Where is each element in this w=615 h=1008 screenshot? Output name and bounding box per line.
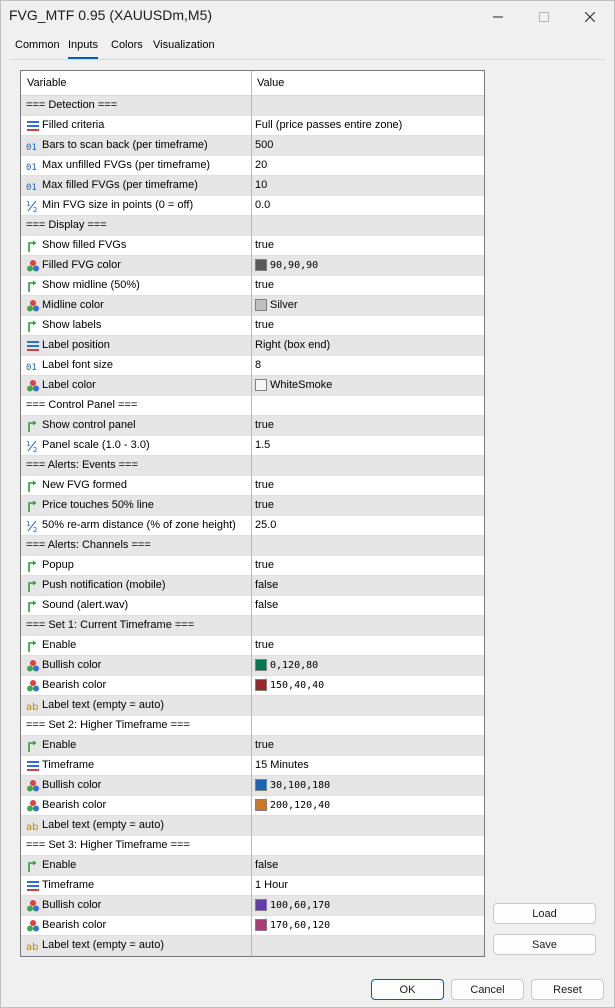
value-text: 1 Hour [255, 879, 289, 891]
value-text: true [255, 239, 274, 251]
input-row[interactable] [21, 916, 484, 936]
variable-name: Label font size [42, 359, 113, 371]
variable-name: Show filled FVGs [42, 239, 127, 251]
value-cell[interactable] [255, 559, 274, 571]
variable-name: New FVG formed [42, 479, 127, 491]
column-separator[interactable] [251, 71, 252, 956]
color-palette-icon [26, 899, 40, 913]
variable-name: Filled FVG color [42, 259, 121, 271]
value-cell[interactable] [255, 519, 276, 531]
save-button[interactable]: Save [493, 934, 596, 955]
ok-button[interactable]: OK [371, 979, 444, 1000]
section-label: === Set 1: Current Timeframe === [26, 619, 195, 631]
color-palette-icon [26, 659, 40, 673]
svg-text:2: 2 [33, 446, 38, 453]
input-row[interactable] [21, 376, 484, 396]
variable-name: Bearish color [42, 919, 107, 931]
color-palette-icon [26, 379, 40, 393]
bool-arrow-icon [26, 419, 40, 433]
svg-text:1: 1 [26, 200, 31, 208]
input-row[interactable] [21, 696, 484, 716]
value-cell[interactable] [255, 119, 402, 131]
section-label: === Set 3: Higher Timeframe === [26, 839, 190, 851]
input-row[interactable] [21, 336, 484, 356]
svg-text:ab: ab [26, 822, 39, 833]
value-text: 1.5 [255, 439, 271, 451]
bool-arrow-icon [26, 499, 40, 513]
variable-name: Bullish color [42, 659, 102, 671]
variable-name: Bearish color [42, 679, 107, 691]
cancel-button[interactable]: Cancel [451, 979, 524, 1000]
input-row[interactable] [21, 436, 484, 456]
input-row[interactable] [21, 736, 484, 756]
value-cell[interactable] [255, 499, 274, 511]
variable-name: Show midline (50%) [42, 279, 140, 291]
input-row[interactable] [21, 256, 484, 276]
value-cell[interactable] [255, 239, 274, 251]
color-swatch[interactable] [255, 779, 267, 791]
value-text: 150,40,40 [270, 679, 325, 691]
section-row [21, 536, 484, 556]
input-row[interactable] [21, 476, 484, 496]
integer-icon [26, 159, 40, 173]
input-row[interactable] [21, 116, 484, 136]
enum-list-icon [26, 879, 40, 893]
color-palette-icon [26, 259, 40, 273]
variable-name: Show labels [42, 319, 102, 331]
value-text: 170,60,120 [270, 919, 331, 931]
inputs-grid [20, 70, 485, 957]
bool-arrow-icon [26, 599, 40, 613]
window-title: FVG_MTF 0.95 (XAUUSDm,M5) [9, 7, 213, 23]
close-button[interactable] [567, 1, 613, 33]
tab-divider [9, 59, 606, 60]
input-row[interactable] [21, 316, 484, 336]
svg-text:ab: ab [26, 702, 39, 713]
value-cell[interactable] [255, 419, 274, 431]
variable-name: Sound (alert.wav) [42, 599, 129, 611]
variable-name: Bearish color [42, 799, 107, 811]
section-row [21, 96, 484, 116]
variable-name: Midline color [42, 299, 104, 311]
input-row[interactable] [21, 496, 484, 516]
color-swatch[interactable] [255, 679, 267, 691]
svg-text:01: 01 [26, 143, 37, 153]
string-ab-icon [26, 939, 40, 953]
section-label: === Control Panel === [26, 399, 138, 411]
tab-inputs[interactable]: Inputs [68, 39, 98, 51]
variable-name: 50% re-arm distance (% of zone height) [42, 519, 236, 531]
value-text: false [255, 859, 279, 871]
value-cell[interactable] [255, 359, 261, 371]
value-text: 90,90,90 [270, 259, 319, 271]
variable-name: Enable [42, 739, 77, 751]
value-cell[interactable] [255, 479, 274, 491]
variable-name: Label position [42, 339, 110, 351]
bool-arrow-icon [26, 279, 40, 293]
value-text: 10 [255, 179, 268, 191]
input-row[interactable] [21, 356, 484, 376]
value-cell[interactable] [255, 579, 278, 591]
input-row[interactable] [21, 576, 484, 596]
value-cell[interactable] [255, 339, 330, 351]
input-row[interactable] [21, 656, 484, 676]
variable-name: Bullish color [42, 779, 102, 791]
variable-name: Timeframe [42, 879, 95, 891]
input-row[interactable] [21, 296, 484, 316]
value-text: true [255, 739, 274, 751]
input-row[interactable] [21, 556, 484, 576]
value-cell[interactable] [255, 879, 288, 891]
input-row[interactable] [21, 936, 484, 956]
string-ab-icon [26, 699, 40, 713]
variable-name: Min FVG size in points (0 = off) [42, 199, 194, 211]
color-swatch[interactable] [255, 919, 267, 931]
section-row [21, 396, 484, 416]
minimize-button[interactable] [475, 1, 521, 33]
maximize-button[interactable] [521, 1, 567, 33]
variable-name: Enable [42, 859, 77, 871]
input-row[interactable] [21, 416, 484, 436]
value-text: false [255, 579, 279, 591]
value-text: true [255, 559, 274, 571]
section-label: === Alerts: Channels === [26, 539, 151, 551]
bool-arrow-icon [26, 319, 40, 333]
section-row [21, 216, 484, 236]
input-row[interactable] [21, 196, 484, 216]
variable-name: Enable [42, 639, 77, 651]
column-header-value[interactable]: Value [257, 77, 285, 89]
integer-icon [26, 359, 40, 373]
input-row[interactable] [21, 276, 484, 296]
load-button[interactable]: Load [493, 903, 596, 924]
color-swatch[interactable] [255, 899, 267, 911]
value-cell[interactable] [255, 139, 273, 151]
value-cell[interactable] [255, 259, 318, 271]
input-row[interactable] [21, 236, 484, 256]
value-text: 30,100,180 [270, 779, 331, 791]
section-row [21, 716, 484, 736]
variable-name: Max unfilled FVGs (per timeframe) [42, 159, 211, 171]
input-row[interactable] [21, 156, 484, 176]
input-row[interactable] [21, 796, 484, 816]
value-cell[interactable] [255, 739, 274, 751]
enum-list-icon [26, 119, 40, 133]
minimize-icon [493, 12, 503, 22]
variable-name: Label text (empty = auto) [42, 939, 164, 951]
svg-text:1: 1 [26, 520, 31, 528]
value-text: true [255, 279, 274, 291]
input-row[interactable] [21, 776, 484, 796]
color-palette-icon [26, 799, 40, 813]
color-palette-icon [26, 299, 40, 313]
color-swatch[interactable] [255, 299, 267, 311]
input-row[interactable] [21, 876, 484, 896]
section-label: === Detection === [26, 99, 118, 111]
variable-name: Label text (empty = auto) [42, 699, 164, 711]
variable-name: Popup [42, 559, 74, 571]
value-text: Right (box end) [255, 339, 331, 351]
svg-text:01: 01 [26, 163, 37, 173]
variable-name: Label text (empty = auto) [42, 819, 164, 831]
value-cell[interactable] [255, 759, 309, 771]
value-cell[interactable] [255, 159, 267, 171]
variable-name: Max filled FVGs (per timeframe) [42, 179, 198, 191]
value-cell[interactable] [255, 679, 324, 691]
input-row[interactable] [21, 636, 484, 656]
maximize-icon [539, 12, 549, 22]
input-row[interactable] [21, 676, 484, 696]
section-label: === Alerts: Events === [26, 459, 138, 471]
column-header-variable[interactable]: Variable [27, 77, 67, 89]
input-row[interactable] [21, 176, 484, 196]
close-icon [585, 12, 595, 22]
value-cell[interactable] [255, 179, 267, 191]
variable-name: Show control panel [42, 419, 136, 431]
input-row[interactable] [21, 516, 484, 536]
value-text: false [255, 599, 279, 611]
value-cell[interactable] [255, 859, 278, 871]
value-text: true [255, 419, 274, 431]
variable-name: Push notification (mobile) [42, 579, 166, 591]
input-row[interactable] [21, 856, 484, 876]
enum-list-icon [26, 759, 40, 773]
value-cell[interactable] [255, 199, 270, 211]
value-text: Silver [270, 299, 298, 311]
input-row[interactable] [21, 596, 484, 616]
value-text: WhiteSmoke [270, 379, 333, 391]
color-palette-icon [26, 919, 40, 933]
value-cell[interactable] [255, 799, 330, 811]
value-cell[interactable] [255, 779, 330, 791]
value-cell[interactable] [255, 599, 278, 611]
svg-text:2: 2 [33, 206, 38, 213]
variable-name: Panel scale (1.0 - 3.0) [42, 439, 150, 451]
value-cell[interactable] [255, 659, 318, 671]
value-cell[interactable] [255, 439, 270, 451]
svg-text:ab: ab [26, 942, 39, 953]
value-text: 15 Minutes [255, 759, 309, 771]
svg-text:01: 01 [26, 183, 37, 193]
value-cell[interactable] [255, 299, 298, 311]
value-text: 25.0 [255, 519, 277, 531]
fraction-icon [26, 519, 40, 533]
value-text: true [255, 639, 274, 651]
section-label: === Set 2: Higher Timeframe === [26, 719, 190, 731]
value-text: true [255, 499, 274, 511]
value-cell[interactable] [255, 919, 330, 931]
tab-common[interactable]: Common [15, 39, 60, 51]
value-text: Full (price passes entire zone) [255, 119, 403, 131]
variable-name: Price touches 50% line [42, 499, 154, 511]
value-text: true [255, 479, 274, 491]
svg-text:01: 01 [26, 363, 37, 373]
variable-name: Bullish color [42, 899, 102, 911]
color-swatch[interactable] [255, 259, 267, 271]
enum-list-icon [26, 339, 40, 353]
bool-arrow-icon [26, 479, 40, 493]
bool-arrow-icon [26, 739, 40, 753]
value-cell[interactable] [255, 379, 332, 391]
value-text: 8 [255, 359, 262, 371]
value-text: true [255, 319, 274, 331]
value-text: 0,120,80 [270, 659, 319, 671]
value-text: 0.0 [255, 199, 271, 211]
fraction-icon [26, 439, 40, 453]
value-text: 200,120,40 [270, 799, 331, 811]
reset-button[interactable]: Reset [531, 979, 604, 1000]
variable-name: Filled criteria [42, 119, 105, 131]
svg-text:1: 1 [26, 440, 31, 448]
integer-icon [26, 139, 40, 153]
bool-arrow-icon [26, 859, 40, 873]
color-swatch[interactable] [255, 659, 267, 671]
tab-colors[interactable]: Colors [111, 39, 143, 51]
section-row [21, 616, 484, 636]
integer-icon [26, 179, 40, 193]
color-swatch[interactable] [255, 799, 267, 811]
fraction-icon [26, 199, 40, 213]
input-row[interactable] [21, 756, 484, 776]
color-palette-icon [26, 779, 40, 793]
variable-name: Bars to scan back (per timeframe) [42, 139, 208, 151]
value-cell[interactable] [255, 899, 330, 911]
tab-visualization[interactable]: Visualization [153, 39, 215, 51]
color-palette-icon [26, 679, 40, 693]
value-cell[interactable] [255, 279, 274, 291]
bool-arrow-icon [26, 639, 40, 653]
input-row[interactable] [21, 816, 484, 836]
variable-name: Label color [42, 379, 96, 391]
value-cell[interactable] [255, 639, 274, 651]
variable-name: Timeframe [42, 759, 95, 771]
value-cell[interactable] [255, 319, 274, 331]
string-ab-icon [26, 819, 40, 833]
input-row[interactable] [21, 136, 484, 156]
bool-arrow-icon [26, 239, 40, 253]
color-swatch[interactable] [255, 379, 267, 391]
title-bar [1, 1, 614, 33]
value-text: 20 [255, 159, 268, 171]
section-row [21, 836, 484, 856]
value-text: 100,60,170 [270, 899, 331, 911]
section-row [21, 456, 484, 476]
svg-text:2: 2 [33, 526, 38, 533]
grid-header [21, 71, 484, 96]
bool-arrow-icon [26, 579, 40, 593]
value-text: 500 [255, 139, 274, 151]
input-row[interactable] [21, 896, 484, 916]
bool-arrow-icon [26, 559, 40, 573]
section-label: === Display === [26, 219, 107, 231]
